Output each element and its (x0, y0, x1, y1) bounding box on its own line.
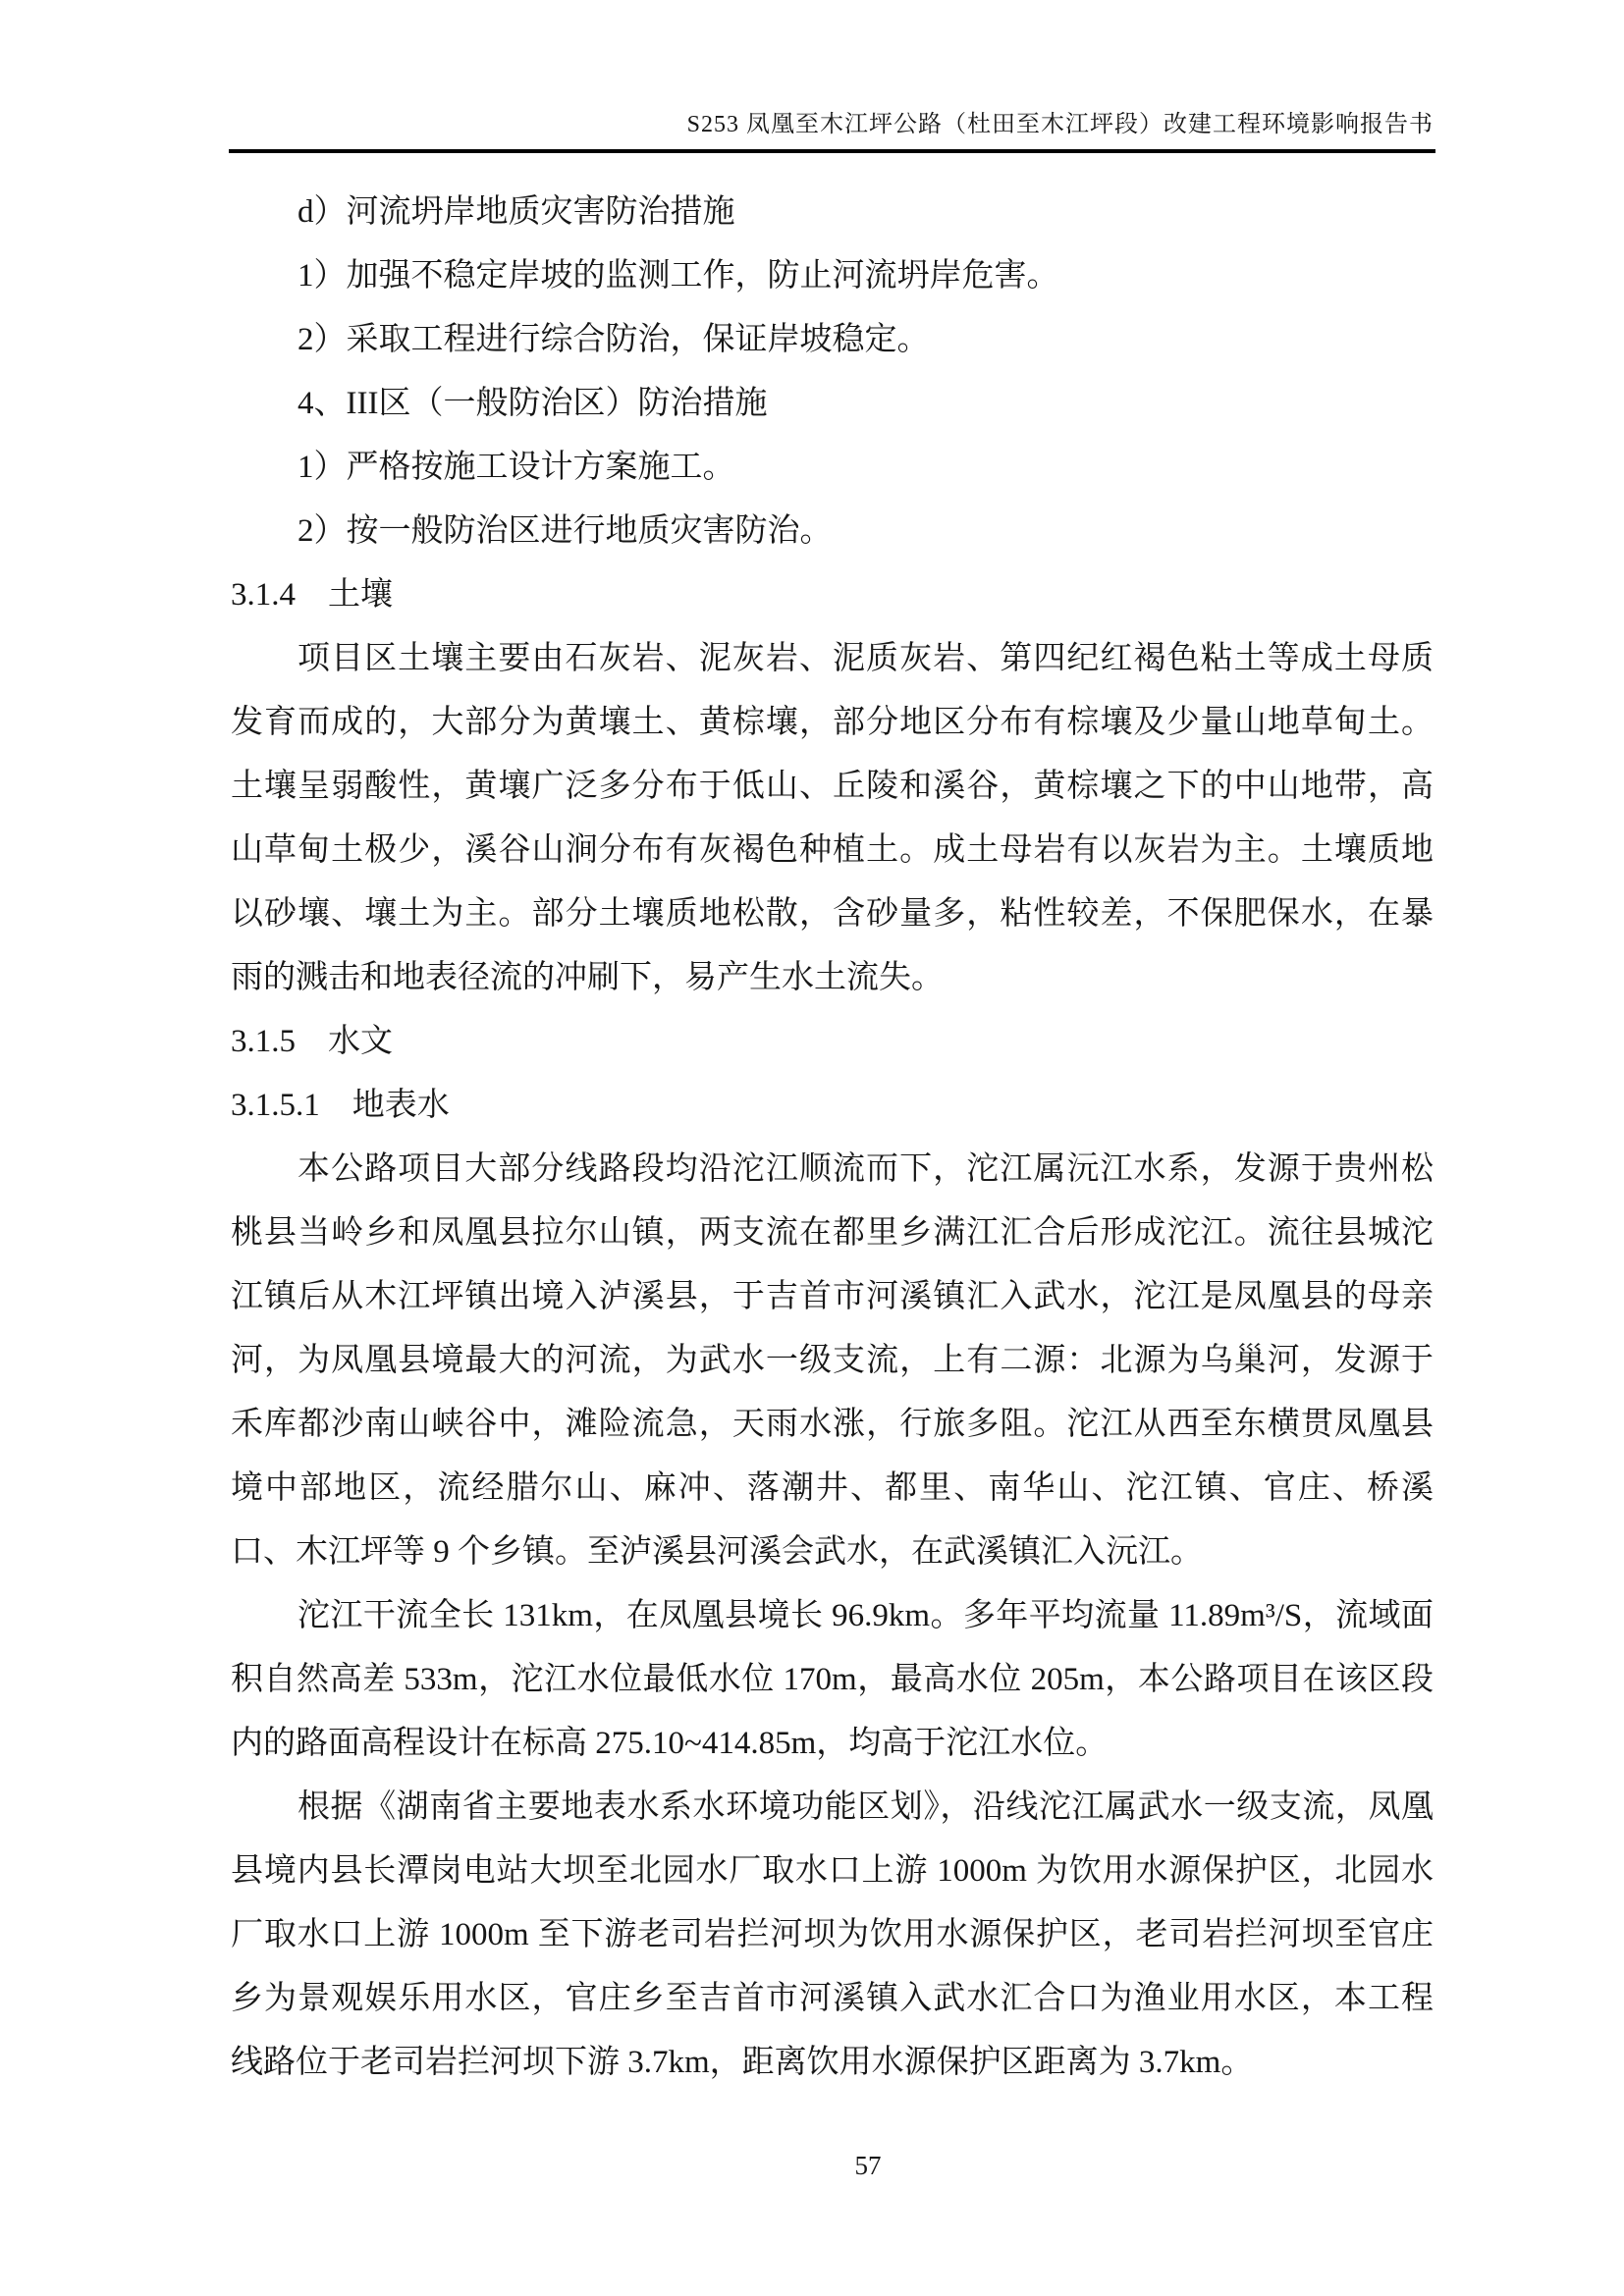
list-item-1: 1）加强不稳定岸坡的监测工作，防止河流坍岸危害。 (298, 258, 1059, 294)
paragraph-line: 桃县当岭乡和凤凰县拉尔山镇，两支流在都里乡满江汇合后形成沱江。流往县城沱 (231, 1215, 1434, 1251)
paragraph-line: 山草甸土极少，溪谷山涧分布有灰褐色种植土。成土母岩有以灰岩为主。土壤质地 (231, 832, 1434, 868)
list-item-4: 4、III区（一般防治区）防治措施 (298, 386, 768, 421)
paragraph-line: 发育而成的，大部分为黄壤土、黄棕壤，部分地区分布有棕壤及少量山地草甸土。 (231, 705, 1434, 740)
section-heading-3-1-4: 3.1.4 土壤 (231, 577, 393, 613)
paragraph-line: 土壤呈弱酸性，黄壤广泛多分布于低山、丘陵和溪谷，黄棕壤之下的中山地带，高 (231, 769, 1434, 804)
list-item-d: d）河流坍岸地质灾害防治措施 (298, 194, 735, 230)
page-number: 57 (854, 2151, 882, 2180)
paragraph-line: 内的路面高程设计在标高 275.10~414.85m，均高于沱江水位。 (231, 1726, 1109, 1761)
paragraph-line: 禾库都沙南山峡谷中，滩险流急，天雨水涨，行旅多阻。沱江从西至东横贯凤凰县 (231, 1407, 1434, 1442)
paragraph-line: 乡为景观娱乐用水区，官庄乡至吉首市河溪镇入武水汇合口为渔业用水区，本工程 (231, 1981, 1434, 2016)
paragraph-line: 县境内县长潭岗电站大坝至北园水厂取水口上游 1000m 为饮用水源保护区，北园水 (231, 1853, 1434, 1889)
paragraph-line: 沱江干流全长 131km，在凤凰县境长 96.9km。多年平均流量 11.89m³/S，流域面 (298, 1598, 1434, 1633)
paragraph-line: 本公路项目大部分线路段均沿沱江顺流而下，沱江属沅江水系，发源于贵州松 (298, 1151, 1434, 1187)
paragraph-line: 境中部地区，流经腊尔山、麻冲、落潮井、都里、南华山、沱江镇、官庄、桥溪 (231, 1470, 1434, 1506)
paragraph-line: 雨的溅击和地表径流的冲刷下，易产生水土流失。 (231, 960, 944, 995)
section-heading-3-1-5: 3.1.5 水文 (231, 1024, 393, 1059)
paragraph-line: 口、木江坪等 9 个乡镇。至泸溪县河溪会武水，在武溪镇汇入沅江。 (231, 1534, 1203, 1570)
list-item-2: 2）采取工程进行综合防治，保证岸坡稳定。 (298, 322, 930, 357)
paragraph-line: 以砂壤、壤土为主。部分土壤质地松散，含砂量多，粘性较差，不保肥保水，在暴 (231, 896, 1434, 932)
paragraph-line: 河，为凤凰县境最大的河流，为武水一级支流，上有二源：北源为乌巢河，发源于 (231, 1343, 1434, 1378)
document-body (231, 181, 1434, 2095)
paragraph-line: 厂取水口上游 1000m 至下游老司岩拦河坝为饮用水源保护区，老司岩拦河坝至官庄 (231, 1917, 1434, 1952)
page-header-title: S253 凤凰至木江坪公路（杜田至木江坪段）改建工程环境影响报告书 (686, 112, 1434, 137)
paragraph-line: 江镇后从木江坪镇出境入泸溪县，于吉首市河溪镇汇入武水，沱江是凤凰县的母亲 (231, 1279, 1434, 1314)
paragraph-line: 积自然高差 533m，沱江水位最低水位 170m，最高水位 205m，本公路项目在该区段 (231, 1662, 1434, 1697)
paragraph-line: 线路位于老司岩拦河坝下游 3.7km，距离饮用水源保护区距离为 3.7km。 (231, 2045, 1254, 2080)
section-heading-3-1-5-1: 3.1.5.1 地表水 (231, 1088, 450, 1123)
header-rule (229, 149, 1435, 153)
paragraph-line: 项目区土壤主要由石灰岩、泥灰岩、泥质灰岩、第四纪红褐色粘土等成土母质 (298, 641, 1434, 676)
list-item-2: 2）按一般防治区进行地质灾害防治。 (298, 513, 833, 549)
paragraph-line: 根据《湖南省主要地表水系水环境功能区划》，沿线沱江属武水一级支流，凤凰 (298, 1789, 1434, 1825)
list-item-1: 1）严格按施工设计方案施工。 (298, 450, 735, 485)
